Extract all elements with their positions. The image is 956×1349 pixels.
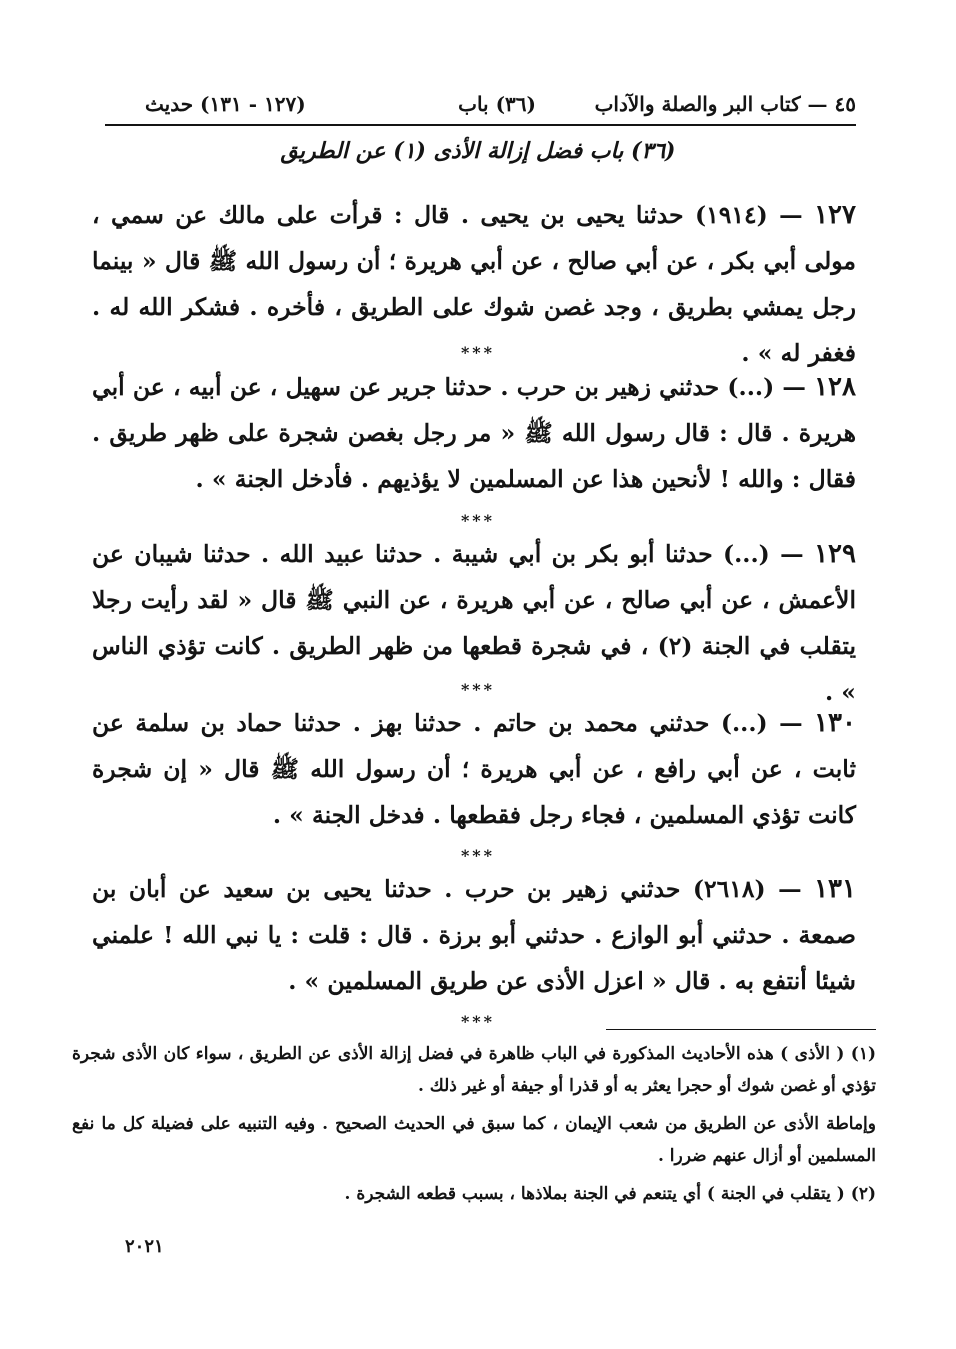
- hadith-number: ١٢٧: [814, 200, 856, 230]
- hadith-number: ١٢٨: [814, 372, 856, 402]
- footnote-1-continued: وإماطة الأذى عن الطريق من شعب الإيمان ، كما سبق في الحديث الصحيح . وفيه التنبيه على فضيلة كل ما نفع المسلمين أو أزال عنهم ضررا .: [72, 1114, 876, 1166]
- header-book-title: ٤٥ — كتاب البر والصلة والآداب: [594, 92, 856, 116]
- separator-stars: ***: [460, 846, 496, 865]
- footnote-2: (٢) ( يتقلب في الجنة ) أي يتنعم في الجنة بملاذها ، بسبب قطعه الشجرة .: [344, 1184, 876, 1204]
- hadith-number: ١٢٩: [814, 539, 856, 569]
- separator-stars: ***: [460, 511, 496, 530]
- footnotes: [72, 1038, 876, 1216]
- hadith-128: [92, 364, 856, 502]
- page-number: ٢٠٢١: [125, 1236, 164, 1257]
- hadith-text: — (١٩١٤) حدثنا يحيى بن يحيى . قال : قرأت على مالك عن سمي ، مولى أبي بكر ، عن أبي صالح ، عن أبي هريرة ؛ أن رسول الله ﷺ قال « بينما رجل يمشي بطريق ، وجد غصن شوك على الطريق ، فأخره . فشكر الله له . فغفر له » .: [92, 201, 856, 367]
- hadith-text: — (...) حدثني محمد بن حاتم . حدثنا بهز . حدثنا حماد بن سلمة عن ثابت ، عن أبي رافع ، عن أبي هريرة ؛ أن رسول الله ﷺ قال « إن شجرة كانت تؤذي المسلمين ، فجاء رجل فقطعها . فدخل الجنة » .: [92, 709, 856, 829]
- separator-stars: ***: [460, 343, 496, 362]
- hadith-text: — (...) حدثنا أبو بكر بن أبي شيبة . حدثنا عبيد الله . حدثنا شيبان عن الأعمش ، عن أبي صالح ، عن أبي هريرة ، عن النبي ﷺ قال « لقد رأيت رجلا يتقلب في الجنة (٢) ، في شجرة قطعها من ظهر الطريق . كانت تؤذي الناس » .: [92, 540, 856, 706]
- footnote-divider: [606, 1029, 876, 1030]
- hadith-text: — (...) حدثني زهير بن حرب . حدثنا جرير عن سهيل ، عن أبيه ، عن أبي هريرة . قال : قال رسول الله ﷺ « مر رجل بغصن شجرة على ظهر طريق . فقال : والله ! لأنحين هذا عن المسلمين لا يؤذيهم . فأدخل الجنة » .: [92, 373, 856, 493]
- hadith-number: ١٣١: [814, 874, 856, 904]
- running-header: [105, 88, 856, 126]
- separator-stars: ***: [460, 680, 496, 699]
- header-hadith-range: (١٢٧ - ١٣١) حديث: [145, 92, 306, 116]
- footnote-1: (١) ( الأذى ) هذه الأحاديث المذكورة في الباب ظاهرة في فضل إزالة الأذى عن الطريق ، سواء كان الأذى شجرة تؤذي أو غصن شوك أو حجرا يعثر به أو قذرا أو جيفة أو غير ذلك .: [72, 1044, 876, 1096]
- separator-stars: ***: [460, 1012, 496, 1031]
- chapter-title: (٣٦) باب فضل إزالة الأذى (١) عن الطريق: [280, 138, 676, 164]
- hadith-130: [92, 700, 856, 838]
- hadith-number: ١٣٠: [814, 708, 856, 738]
- hadith-131: [92, 866, 856, 1004]
- hadith-text: — (٢٦١٨) حدثني زهير بن حرب . حدثنا يحيى بن سعيد عن أبان بن صمعة . حدثني أبو الوازع . حدثني أبو برزة . قال : قلت : يا نبي الله ! علمني شيئا أنتفع به . قال « اعزل الأذى عن طريق المسلمين » .: [92, 875, 856, 995]
- header-chapter-ref: (٣٦) باب: [458, 92, 536, 116]
